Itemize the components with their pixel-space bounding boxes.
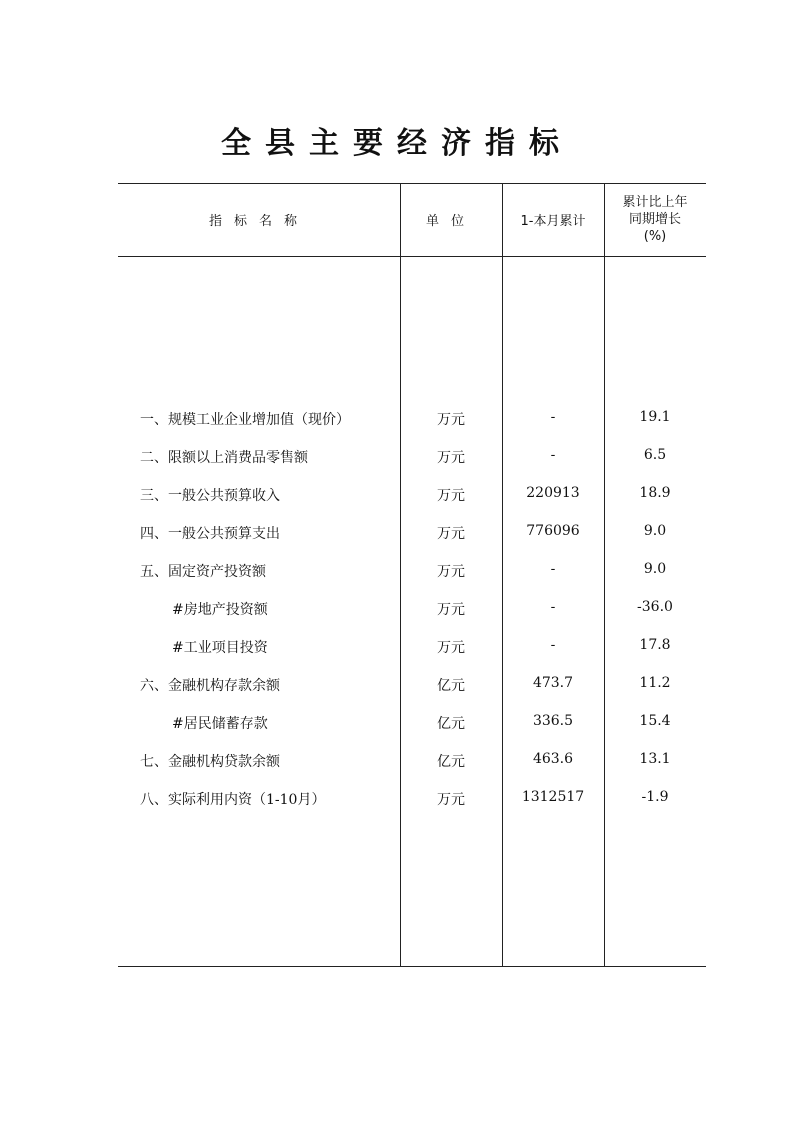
- growth-cell: 17.8: [639, 637, 671, 653]
- cumulative-cell: 463.6: [532, 751, 574, 767]
- header-growth-line1: 累计比上年: [622, 195, 688, 210]
- unit-cell: 亿元: [437, 678, 465, 694]
- indicator-name: 二、限额以上消费品零售额: [140, 450, 308, 466]
- cumulative-cell: -: [550, 447, 556, 463]
- cumulative-cell: 1312517: [521, 789, 585, 805]
- table-bottom-rule: [118, 966, 706, 967]
- indicator-name: 七、金融机构贷款余额: [140, 754, 280, 770]
- indicator-name: 六、金融机构存款余额: [140, 678, 280, 694]
- indicator-name: 一、规模工业企业增加值（现价）: [140, 412, 350, 428]
- indicator-name: #居民储蓄存款: [172, 716, 268, 732]
- unit-cell: 万元: [437, 450, 465, 466]
- unit-cell: 万元: [437, 602, 465, 618]
- header-growth-line2: 同期增长: [628, 212, 681, 227]
- table-row: [118, 591, 706, 629]
- header-rule: [118, 256, 706, 257]
- header-growth-line3: (%): [643, 229, 667, 244]
- indicator-name: 三、一般公共预算收入: [140, 488, 280, 504]
- table-row: [118, 515, 706, 553]
- table-row: [118, 743, 706, 781]
- table-row: [118, 553, 706, 591]
- unit-cell: 万元: [437, 488, 465, 504]
- cumulative-cell: 776096: [526, 523, 580, 539]
- table-row: [118, 629, 706, 667]
- growth-cell: 15.4: [639, 713, 671, 729]
- growth-cell: 11.2: [639, 675, 671, 691]
- indicator-name: #工业项目投资: [172, 640, 268, 656]
- table-row: [118, 781, 706, 819]
- table-row: [118, 705, 706, 743]
- cumulative-cell: 473.7: [532, 675, 574, 691]
- growth-cell: 6.5: [643, 447, 667, 463]
- unit-cell: 亿元: [437, 716, 465, 732]
- unit-cell: 万元: [437, 526, 465, 542]
- indicator-name: 四、一般公共预算支出: [140, 526, 280, 542]
- unit-cell: 亿元: [437, 754, 465, 770]
- table-row: [118, 439, 706, 477]
- growth-cell: 9.0: [643, 561, 667, 577]
- cumulative-cell: -: [550, 561, 556, 577]
- growth-cell: 9.0: [643, 523, 667, 539]
- cumulative-cell: -: [550, 637, 556, 653]
- indicator-name: 八、实际利用内资（1-10月）: [140, 792, 326, 808]
- header-growth: [604, 183, 706, 256]
- table-row: [118, 477, 706, 515]
- table-row: [118, 667, 706, 705]
- indicator-name: 五、固定资产投资额: [140, 564, 266, 580]
- growth-cell: -36.0: [637, 599, 673, 615]
- header-name: 指标名称: [208, 214, 309, 229]
- header-cumulative: 1-本月累计: [520, 214, 586, 229]
- indicator-name: #房地产投资额: [172, 602, 268, 618]
- growth-cell: 19.1: [639, 409, 671, 425]
- unit-cell: 万元: [437, 792, 465, 808]
- indicator-table: [118, 183, 706, 967]
- growth-cell: -1.9: [641, 789, 669, 805]
- cumulative-cell: -: [550, 409, 556, 425]
- unit-cell: 万元: [437, 640, 465, 656]
- cumulative-cell: -: [550, 599, 556, 615]
- growth-cell: 18.9: [639, 485, 671, 501]
- table-row: [118, 401, 706, 439]
- growth-cell: 13.1: [639, 751, 671, 767]
- header-unit: 单位: [425, 214, 476, 229]
- unit-cell: 万元: [437, 412, 465, 428]
- cumulative-cell: 220913: [526, 485, 580, 501]
- unit-cell: 万元: [437, 564, 465, 580]
- cumulative-cell: 336.5: [532, 713, 574, 729]
- page-title: 全县主要经济指标: [221, 126, 573, 161]
